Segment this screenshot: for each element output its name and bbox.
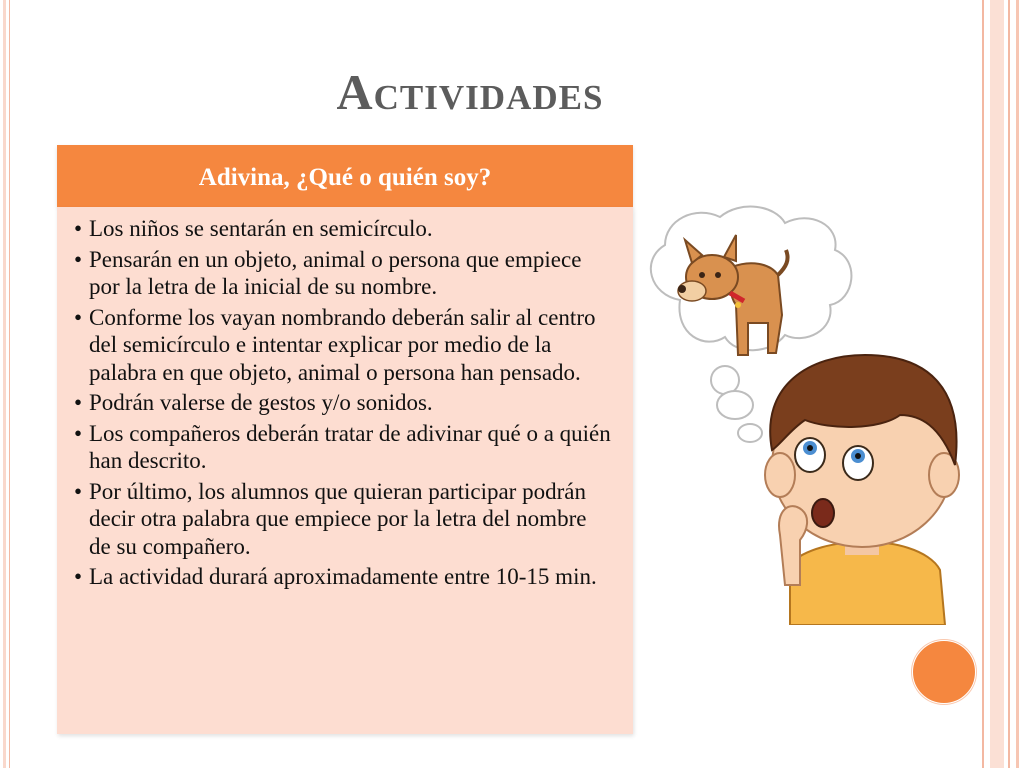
list-item-text: Podrán valerse de gestos y/o sonidos. [89, 390, 433, 415]
list-item-text: Los compañeros deberán tratar de adivinar qué o a quién han descrito. [89, 420, 611, 473]
list-item-text: Por último, los alumnos que quieran participar podrán decir otra palabra que empiece por la letra del nombre de su compañero. [89, 478, 587, 559]
thinking-boy-with-dog-thought-bubble-icon [640, 205, 980, 625]
right-frame-line [1008, 0, 1010, 768]
activity-content-box [57, 207, 633, 734]
list-item [74, 478, 611, 561]
list-item-text: Los niños se sentarán en semicírculo. [89, 216, 433, 241]
bullet-icon: • [74, 478, 83, 504]
list-item [74, 246, 611, 301]
list-item [74, 563, 611, 591]
slide-title: Actividades [336, 64, 604, 120]
list-item [74, 420, 611, 475]
list-item [74, 304, 611, 387]
bullet-icon: • [74, 390, 83, 415]
right-frame-border [982, 0, 1024, 768]
left-frame-stripe [3, 0, 6, 768]
list-item [74, 389, 611, 417]
bullet-icon: • [74, 420, 83, 446]
activity-header-text: Adivina, ¿Qué o quién soy? [198, 164, 492, 191]
bullet-icon: • [74, 304, 83, 330]
right-frame-band [990, 0, 1004, 768]
left-frame-border [0, 0, 10, 768]
list-item-text: Conforme los vayan nombrando deberán salir al centro del semicírculo e intentar explicar por medio de la palabra en que objeto, animal o persona han pensado. [89, 304, 596, 385]
bullet-icon: • [74, 564, 83, 589]
bullet-icon: • [74, 216, 83, 241]
right-frame-line [982, 0, 984, 768]
right-frame-line [1016, 0, 1019, 768]
instructions-list [57, 207, 633, 591]
list-item [74, 215, 611, 243]
bullet-icon: • [74, 246, 83, 272]
list-item-text: Pensarán en un objeto, animal o persona que empiece por la letra de la inicial de su nombre. [89, 246, 582, 299]
thinking-boy-illustration [640, 205, 980, 625]
decorative-orange-circle [912, 640, 976, 704]
activity-header-bar [57, 145, 633, 207]
boy-icon [765, 355, 959, 625]
list-item-text: La actividad durará aproximadamente entre 10-15 min. [89, 564, 597, 589]
